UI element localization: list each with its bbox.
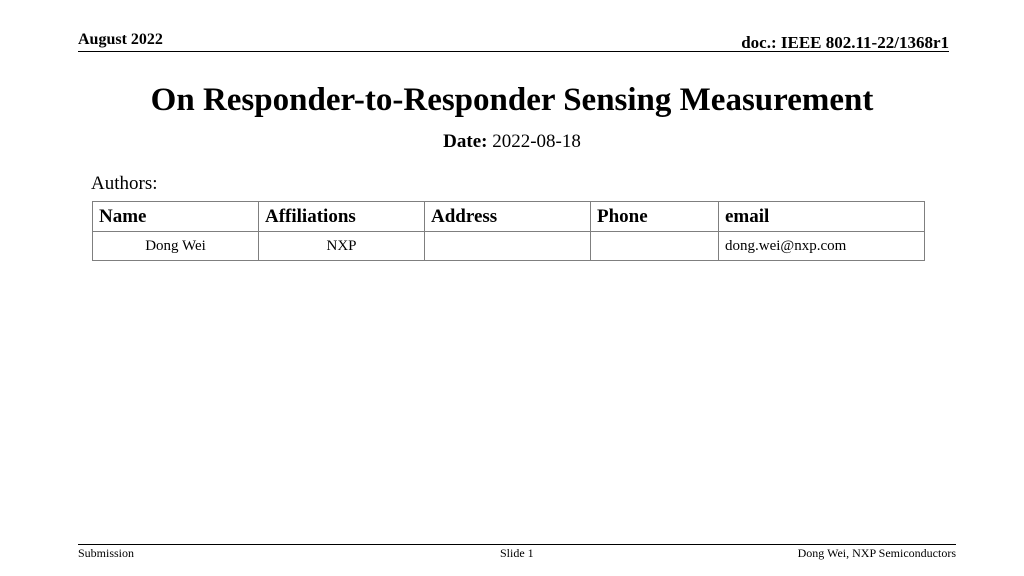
cell-affiliation: NXP [259,232,425,261]
footer-slide-number: Slide 1 [500,546,534,560]
col-header-phone: Phone [591,202,719,232]
col-header-affiliations: Affiliations [259,202,425,232]
table-row [93,232,925,261]
footer-submission: Submission [78,546,135,560]
cell-name: Dong Wei [93,232,259,261]
authors-label: Authors: [91,173,158,194]
col-header-name: Name [93,202,259,232]
col-header-email: email [719,202,925,232]
slide-title: On Responder-to-Responder Sensing Measurement [150,82,874,118]
header-date: August 2022 [78,31,163,48]
table-header-row [93,202,925,232]
header-divider [78,51,949,52]
date-line [0,131,1024,153]
header-doc-id: doc.: IEEE 802.11-22/1368r1 [741,33,949,52]
cell-email: dong.wei@nxp.com [719,232,925,261]
authors-table [92,201,925,261]
cell-phone [591,232,719,261]
footer-divider [78,544,956,545]
col-header-address: Address [425,202,591,232]
date-label: Date: [443,131,488,152]
footer-author: Dong Wei, NXP Semiconductors [797,546,956,560]
cell-address [425,232,591,261]
date-value: 2022-08-18 [492,131,581,152]
